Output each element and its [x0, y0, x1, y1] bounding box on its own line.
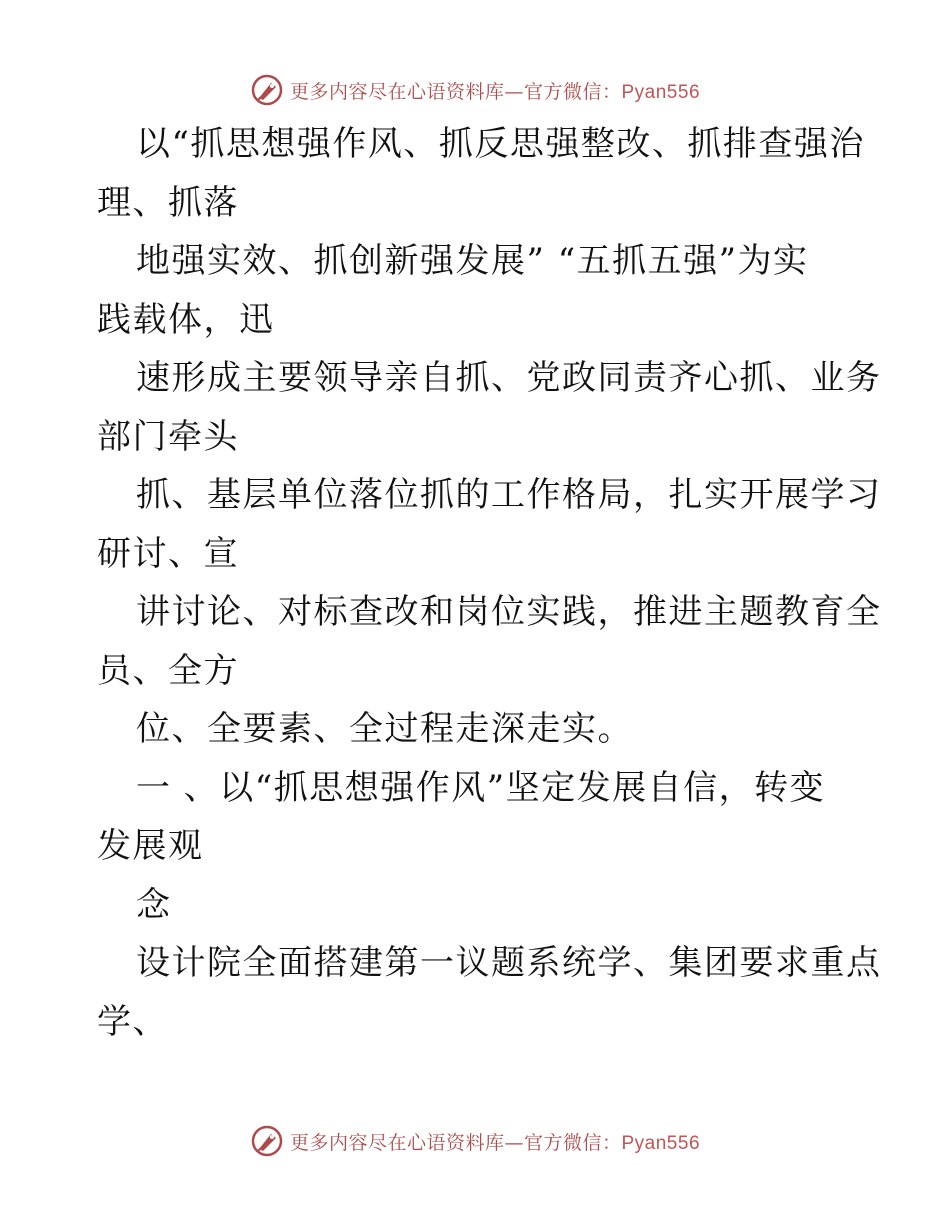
- paragraph-line: 研讨、宣: [97, 533, 239, 574]
- paragraph-line: 速形成主要领导亲自抓、党政同责齐心抓、业务: [136, 358, 882, 398]
- paragraph-line: 设计院全面搭建第一议题系统学、集团要求重点: [136, 943, 882, 983]
- watermark-text: 更多内容尽在心语资料库—官方微信：Pyan556: [289, 80, 701, 103]
- watermark-footer: [0, 1121, 950, 1161]
- paragraph-line: 理、抓落: [97, 182, 239, 223]
- paragraph-line: 学、: [97, 1001, 168, 1042]
- paragraph-line: 以“抓思想强作风、抓反思强整改、抓排查强治: [136, 124, 865, 164]
- paragraph-line: 员、全方: [97, 650, 239, 691]
- watermark-text: 更多内容尽在心语资料库—官方微信：Pyan556: [289, 1131, 701, 1154]
- section-heading-line: 念: [136, 884, 172, 925]
- section-heading-line: 一 、以“抓思想强作风”坚定发展自信，转变: [136, 767, 826, 808]
- paragraph-line: 践载体，迅: [97, 299, 275, 340]
- watermark-header: [0, 70, 950, 110]
- paragraph-line: 地强实效、抓创新强发展” “五抓五强”为实: [136, 241, 809, 281]
- paragraph-line: 位、全要素、全过程走深走实。: [136, 709, 633, 749]
- document-body: [97, 115, 882, 1051]
- fountain-pen-logo-icon: [250, 1124, 284, 1158]
- paragraph-line: 抓、基层单位落位抓的工作格局，扎实开展学习: [136, 475, 882, 515]
- section-heading-line: 发展观: [97, 826, 204, 866]
- paragraph-line: 讲讨论、对标查改和岗位实践，推进主题教育全: [136, 592, 882, 632]
- fountain-pen-logo-icon: [250, 73, 284, 107]
- paragraph-line: 部门牵头: [97, 416, 239, 457]
